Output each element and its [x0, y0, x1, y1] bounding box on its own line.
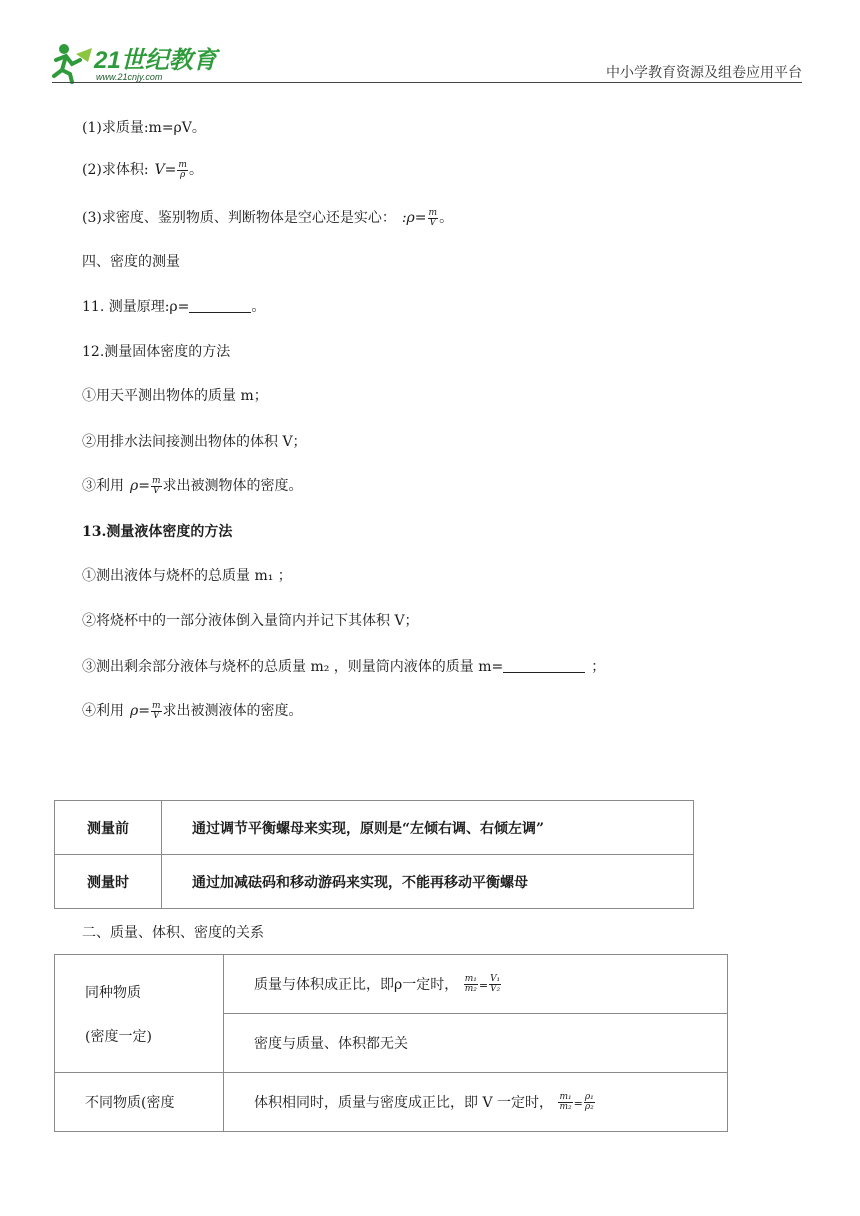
item-12-step-1: ①用天平测出物体的质量 m；: [82, 388, 268, 404]
formula-volume-label: (2)求体积:: [82, 162, 149, 178]
step-formula-fraction: [151, 477, 162, 496]
fraction-numerator: m₁: [464, 974, 477, 985]
step-formula-fraction: [151, 702, 162, 721]
item-11-text: 11. 测量原理:ρ=: [82, 299, 190, 315]
formula-density: [82, 208, 453, 228]
header-line-2: (密度一定): [85, 1028, 152, 1045]
fraction-denominator: ρ: [180, 169, 186, 180]
fraction-numerator: m₁: [559, 1092, 572, 1103]
fraction-numerator: m: [151, 475, 161, 486]
svg-text:21世纪教育: 21世纪教育: [94, 47, 217, 74]
step-prefix: ③利用: [82, 478, 124, 494]
step-prefix: ④利用: [82, 703, 124, 719]
formula-density-fraction: [428, 209, 439, 228]
fraction-numerator: m: [428, 207, 438, 218]
table-row: [55, 855, 694, 909]
fraction-numerator: ρ₁: [584, 1092, 594, 1103]
fraction-numerator: V₁: [490, 974, 501, 985]
step-suffix: 求出被测液体的密度。: [162, 703, 303, 719]
fraction-denominator: V: [152, 710, 160, 721]
different-substance-header: 不同物质(密度: [55, 1073, 224, 1132]
step-suffix: ；: [591, 659, 606, 675]
answer-blank: [189, 298, 251, 313]
fraction-denominator: m₂: [464, 984, 477, 995]
step-formula-lhs: ρ=: [130, 703, 150, 719]
formula-density-label: (3)求密度、鉴别物质、判断物体是空心还是实心：: [82, 210, 396, 226]
row-header: 测量时: [55, 855, 162, 909]
fraction-numerator: m: [151, 700, 161, 711]
item-11-end: 。: [251, 299, 266, 315]
runner-icon: [54, 44, 92, 82]
item-13-title: 13.测量液体密度的方法: [82, 524, 233, 540]
step-suffix: 求出被测物体的密度。: [162, 478, 303, 494]
formula-volume-fraction: [177, 161, 188, 180]
balance-adjustment-table: [54, 800, 694, 909]
row-content: [224, 1073, 728, 1132]
step-formula-lhs: ρ=: [130, 478, 150, 494]
mass-ratio-fraction: [464, 975, 478, 994]
row-header: 测量前: [55, 801, 162, 855]
header-divider: [52, 82, 802, 83]
item-12-step-2: ②用排水法间接测出物体的体积 V；: [82, 434, 307, 450]
fraction-numerator: m: [178, 159, 187, 170]
step-text: ③测出剩余部分液体与烧杯的总质量 m₂ ，则量筒内液体的质量 m=: [82, 659, 504, 675]
row-content: [224, 955, 728, 1014]
item-13-step-3: [82, 657, 605, 677]
formula-density-end: 。: [439, 210, 454, 226]
section-two-title: 二、质量、体积、密度的关系: [82, 925, 264, 941]
formula-volume-lhs: V=: [154, 162, 177, 178]
table-row: [55, 1073, 728, 1132]
section-four-title: 四、密度的测量: [82, 254, 180, 270]
fraction-denominator: V₂: [490, 984, 501, 995]
item-13-step-4: [82, 701, 303, 721]
fraction-denominator: V: [152, 485, 160, 496]
row-content: 通过调节平衡螺母来实现，原则是“左倾右调、右倾左调”: [162, 801, 694, 855]
fraction-denominator: ρ₂: [584, 1102, 594, 1113]
density-ratio-fraction: [584, 1093, 595, 1112]
row-text: 质量与体积成正比，即ρ一定时，: [254, 976, 459, 993]
formula-mass: (1)求质量:m=ρV。: [82, 120, 206, 136]
formula-volume: [82, 160, 203, 180]
row-content: 密度与质量、体积都无关: [224, 1014, 728, 1073]
answer-blank: [503, 658, 585, 673]
header-line-1: 同种物质: [85, 984, 141, 1001]
item-13-step-1: ①测出液体与烧杯的总质量 m₁ ；: [82, 568, 292, 584]
item-12-step-3: [82, 476, 303, 496]
formula-volume-end: 。: [188, 162, 203, 178]
same-substance-header: [55, 955, 224, 1073]
mass-ratio-fraction: [558, 1093, 572, 1112]
volume-ratio-fraction: [489, 975, 501, 994]
row-text: 体积相同时，质量与密度成正比，即 V 一定时，: [254, 1094, 554, 1111]
equals-sign: =: [573, 1096, 583, 1110]
row-content: 通过加减砝码和移动游码来实现，不能再移动平衡螺母: [162, 855, 694, 909]
table-row: [55, 801, 694, 855]
item-11: [82, 297, 265, 317]
platform-name: 中小学教育资源及组卷应用平台: [606, 65, 802, 81]
fraction-denominator: m₂: [559, 1102, 572, 1113]
table-row: [55, 955, 728, 1014]
equals-sign: =: [478, 978, 489, 992]
item-13-step-2: ②将烧杯中的一部分液体倒入量筒内并记下其体积 V；: [82, 613, 419, 629]
site-logo: [50, 40, 220, 84]
relationship-table: [54, 954, 728, 1132]
fraction-denominator: V: [429, 217, 437, 228]
item-12-title: 12.测量固体密度的方法: [82, 344, 231, 360]
formula-density-lhs: :ρ=: [401, 210, 427, 226]
svg-text:www.21cnjy.com: www.21cnjy.com: [96, 72, 163, 82]
